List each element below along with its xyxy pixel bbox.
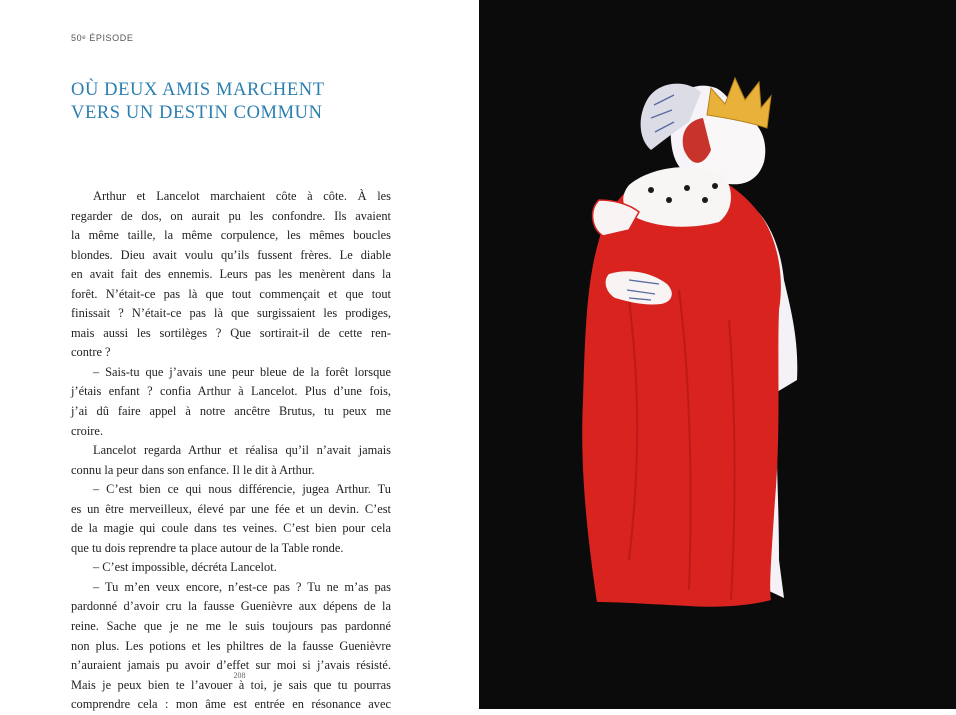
- text-line: j’ai dû faire appel à notre ancêtre Brutus, tu peux me: [71, 404, 391, 419]
- text-line: Lancelot regarda Arthur et réalisa qu’il n’avait jamais: [93, 443, 391, 458]
- embrace-illustration: [479, 0, 956, 709]
- text-line: – C’est bien ce qui nous différencie, jugea Arthur. Tu: [93, 482, 391, 497]
- text-line: non plus. Les potions et les philtres de la fausse Guenièvre: [71, 638, 391, 653]
- chapter-title-line: OÙ DEUX AMIS MARCHENT: [71, 80, 325, 100]
- text-line: finissait ? N’était-ce pas là que surgissaient les prodiges,: [71, 306, 391, 321]
- ermine-collar: [623, 167, 731, 227]
- text-line: – C’est impossible, décréta Lancelot.: [93, 560, 277, 575]
- text-line: es un être merveilleux, élevé par une fée et un devin. C’est: [71, 501, 391, 516]
- text-line: en avait fait des ennemis. Leurs pas les menèrent dans la: [71, 267, 391, 282]
- text-line: contre ?: [71, 345, 111, 360]
- text-line: reine. Sache que je ne me le suis toujours pas pardonné: [71, 619, 391, 634]
- text-line: la même taille, la même corpulence, les mêmes boucles: [71, 228, 391, 243]
- text-line: croire.: [71, 423, 103, 438]
- chapter-title-line: VERS UN DESTIN COMMUN: [71, 103, 323, 123]
- page-number: 208: [233, 671, 246, 680]
- chapter-title: [71, 79, 451, 125]
- text-line: comprendre cela : mon âme est entrée en résonance avec: [71, 697, 391, 712]
- text-line: mais aussi les sortilèges ? Que sortirait-il de cette ren-: [71, 325, 391, 340]
- text-line: regarder de dos, on aurait pu les confondre. Ils avaient: [71, 208, 391, 223]
- text-line: de la magie qui coule dans tes veines. C’est bien pour cela: [71, 521, 391, 536]
- left-page: [0, 0, 479, 712]
- text-line: forêt. N’était-ce pas là que tout commençait et que tout: [71, 286, 391, 301]
- text-line: – Sais-tu que j’avais une peur bleue de la forêt lorsque: [93, 364, 391, 379]
- illustration-page: [479, 0, 956, 709]
- red-cloak: [582, 170, 781, 607]
- episode-label: 50ᵉ ÉPISODE: [71, 33, 134, 43]
- text-line: j’étais enfant ? confia Arthur à Lancelot. Plus d’une fois,: [71, 384, 391, 399]
- text-line: blondes. Dieu avait voulu qu’ils fussent frères. Le diable: [71, 247, 391, 262]
- body-text: [71, 187, 391, 715]
- text-line: pardonné d’avoir cru la fausse Guenièvre aux dépens de la: [71, 599, 391, 614]
- text-line: – Tu m’en veux encore, n’est-ce pas ? Tu ne m’as pas: [93, 579, 391, 594]
- text-line: Arthur et Lancelot marchaient côte à côte. À les: [93, 189, 391, 203]
- text-line: connu la peur dans son enfance. Il le dit à Arthur.: [71, 462, 315, 477]
- text-line: que tu dois reprendre ta place autour de la Table ronde.: [71, 540, 344, 555]
- text-line: n’auraient jamais pu avoir d’effet sur moi si j’avais résisté.: [71, 658, 391, 673]
- text-line: Mais je peux bien te l’avouer à toi, je sais que tu pourras: [71, 677, 391, 692]
